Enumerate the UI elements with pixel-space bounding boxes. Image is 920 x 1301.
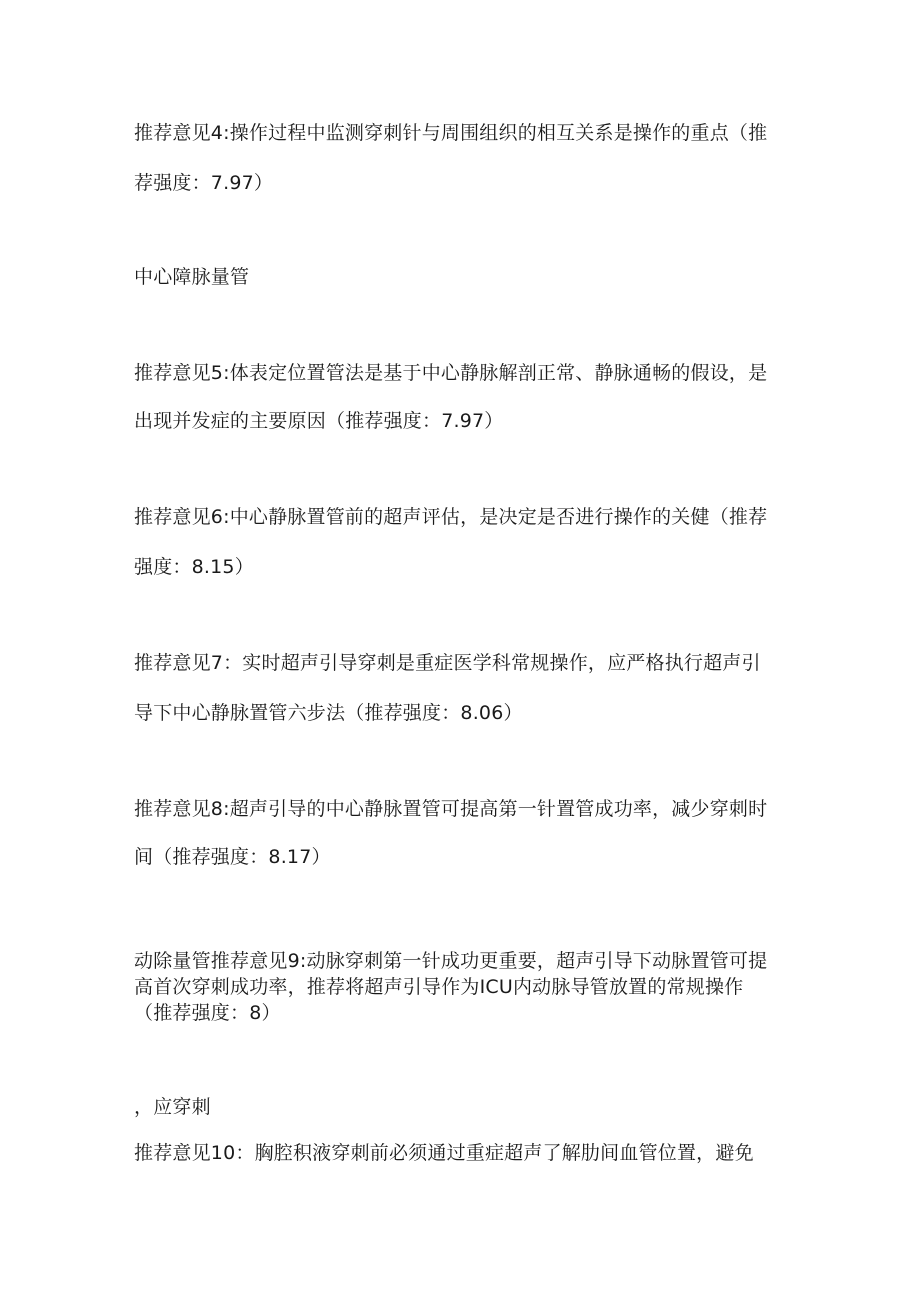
text-line: 动除量管推荐意见9:动脉穿刺第一针成功更重要，超声引导下动脉置管可提 — [134, 950, 768, 972]
text-line: 高首次穿刺成功率，推荐将超声引导作为ICU内动脉导管放置的常规操作 — [134, 976, 744, 998]
text-line: （推荐强度：8） — [134, 1002, 281, 1024]
text-line: 强度：8.15） — [134, 556, 254, 578]
text-line: 推荐意见6:中心静脉置管前的超声评估，是决定是否进行操作的关健（推荐 — [134, 506, 768, 528]
text-line: 推荐意见8:超声引导的中心静脉置管可提高第一针置管成功率，减少穿刺时 — [134, 798, 768, 820]
text-line: 间（推荐强度：8.17） — [134, 846, 331, 868]
text-line: 出现并发症的主要原因（推荐强度：7.97） — [134, 410, 504, 432]
text-line: 推荐意见4:操作过程中监测穿刺针与周围组织的相互关系是操作的重点（推 — [134, 122, 768, 144]
text-line: 推荐意见10：胸腔积液穿刺前必须通过重症超声了解肋间血管位置，避免 — [134, 1142, 754, 1164]
text-line: 推荐意见7：实时超声引导穿刺是重症医学科常规操作，应严格执行超声引 — [134, 652, 761, 674]
text-line: 推荐意见5:体表定位置管法是基于中心静脉解剖正常、静脉通畅的假设，是 — [134, 362, 768, 384]
text-line: 导下中心静脉置管六步法（推荐强度：8.06） — [134, 702, 523, 724]
text-line: 荐强度：7.97） — [134, 172, 274, 194]
text-line: ，应穿刺 — [134, 1096, 211, 1118]
section-heading: 中心障脉量管 — [134, 266, 250, 288]
